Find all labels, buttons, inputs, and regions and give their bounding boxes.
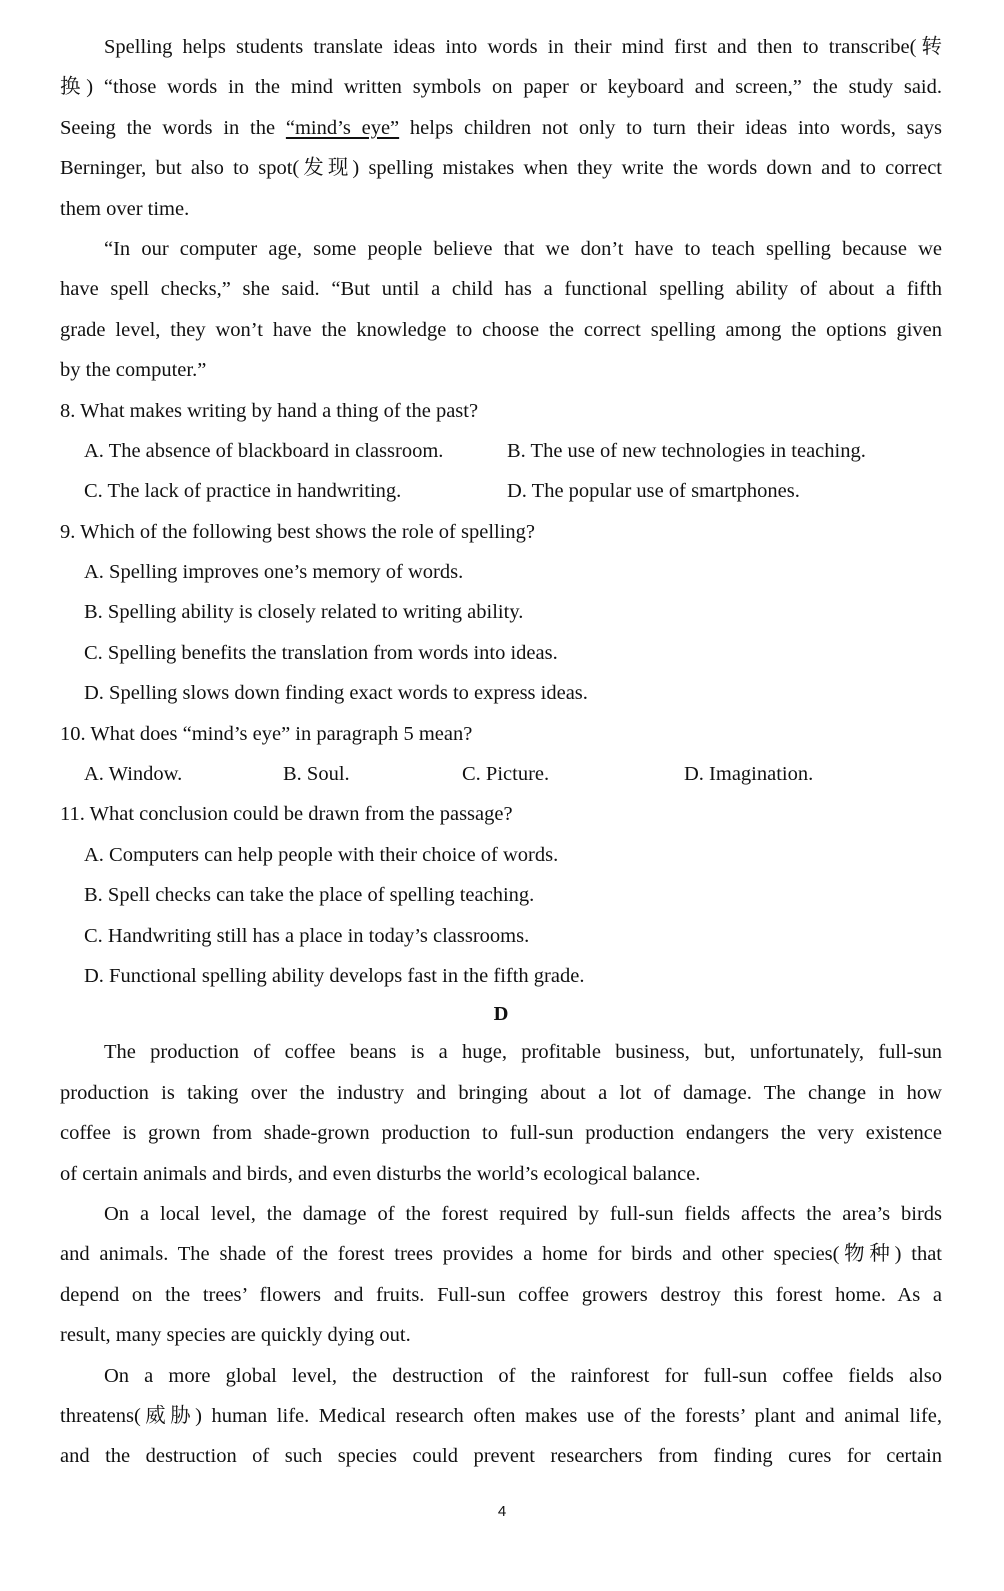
passage-line: On a local level, the damage of the forest required by full-sun fields affects the area’s birds (104, 1202, 942, 1225)
passage-line: of certain animals and birds, and even disturbs the world’s ecological balance. (60, 1162, 701, 1185)
option-b: B. The use of new technologies in teaching. (507, 439, 866, 462)
option-c: C. Spelling benefits the translation from words into ideas. (84, 641, 558, 664)
passage-line: 换) “those words in the mind written symbols on paper or keyboard and screen,” the study said. (60, 76, 942, 99)
page-number: 4 (497, 1503, 507, 1520)
passage-line: The production of coffee beans is a huge, profitable business, but, unfortunately, full-sun (104, 1041, 942, 1064)
underlined-phrase: “mind’s eye” (285, 116, 400, 139)
option-b: B. Spell checks can take the place of spelling teaching. (84, 884, 535, 907)
option-row (60, 754, 942, 794)
option-a: A. Window. (84, 763, 183, 786)
option-row (60, 471, 942, 511)
option-a: A. The absence of blackboard in classroom. (84, 439, 444, 462)
passage-line: threatens(威胁) human life. Medical research often makes use of the forests’ plant and animal life, (60, 1404, 942, 1427)
section-heading: D (493, 1003, 509, 1026)
option-d: D. Functional spelling ability develops fast in the fifth grade. (84, 964, 585, 987)
passage-line: Spelling helps students translate ideas into words in their mind first and then to transcribe(转 (104, 36, 942, 58)
option-a: A. Computers can help people with their choice of words. (84, 843, 559, 866)
passage-line: coffee is grown from shade-grown production to full-sun production endangers the very existence (60, 1122, 942, 1145)
option-d: D. Imagination. (684, 763, 814, 786)
passage-line: depend on the trees’ flowers and fruits. Full-sun coffee growers destroy this forest home. As a (60, 1283, 942, 1306)
question-stem: 8. What makes writing by hand a thing of the past? (60, 399, 479, 422)
option-d: D. Spelling slows down finding exact words to express ideas. (84, 682, 588, 705)
passage-line: by the computer.” (60, 359, 207, 382)
option-c: C. Picture. (462, 763, 550, 786)
question-stem: 10. What does “mind’s eye” in paragraph 5 mean? (60, 722, 473, 745)
page-content (60, 27, 942, 1477)
passage-line: and the destruction of such species could prevent researchers from finding cures for certain (60, 1445, 942, 1468)
option-b: B. Spelling ability is closely related to writing ability. (84, 601, 524, 624)
passage-line: Berninger, but also to spot(发现) spelling mistakes when they write the words down and to correct (60, 157, 942, 180)
passage-line: “In our computer age, some people believe that we don’t have to teach spelling because we (104, 237, 942, 260)
option-a: A. Spelling improves one’s memory of words. (84, 561, 464, 584)
question-stem: 11. What conclusion could be drawn from the passage? (60, 803, 513, 826)
passage-line (60, 108, 942, 148)
passage-text: helps children not only to turn their ideas into words, says (399, 116, 942, 139)
passage-line: production is taking over the industry and bringing about a lot of damage. The change in how (60, 1081, 942, 1104)
passage-line: have spell checks,” she said. “But until a child has a functional spelling ability of about a fifth (60, 278, 942, 301)
question-stem: 9. Which of the following best shows the role of spelling? (60, 520, 536, 543)
passage-text: Seeing the words in the (60, 116, 286, 139)
passage-line: grade level, they won’t have the knowledge to choose the correct spelling among the options given (60, 318, 942, 341)
option-c: C. Handwriting still has a place in today’s classrooms. (84, 924, 530, 947)
passage-line: and animals. The shade of the forest trees provides a home for birds and other species(物种) that (60, 1243, 942, 1266)
passage-line: them over time. (60, 197, 190, 220)
option-c: C. The lack of practice in handwriting. (84, 480, 402, 503)
passage-line: result, many species are quickly dying out. (60, 1324, 411, 1347)
passage-line: On a more global level, the destruction of the rainforest for full-sun coffee fields also (104, 1364, 942, 1387)
option-d: D. The popular use of smartphones. (507, 480, 800, 503)
option-row (60, 431, 942, 471)
option-b: B. Soul. (283, 763, 350, 786)
